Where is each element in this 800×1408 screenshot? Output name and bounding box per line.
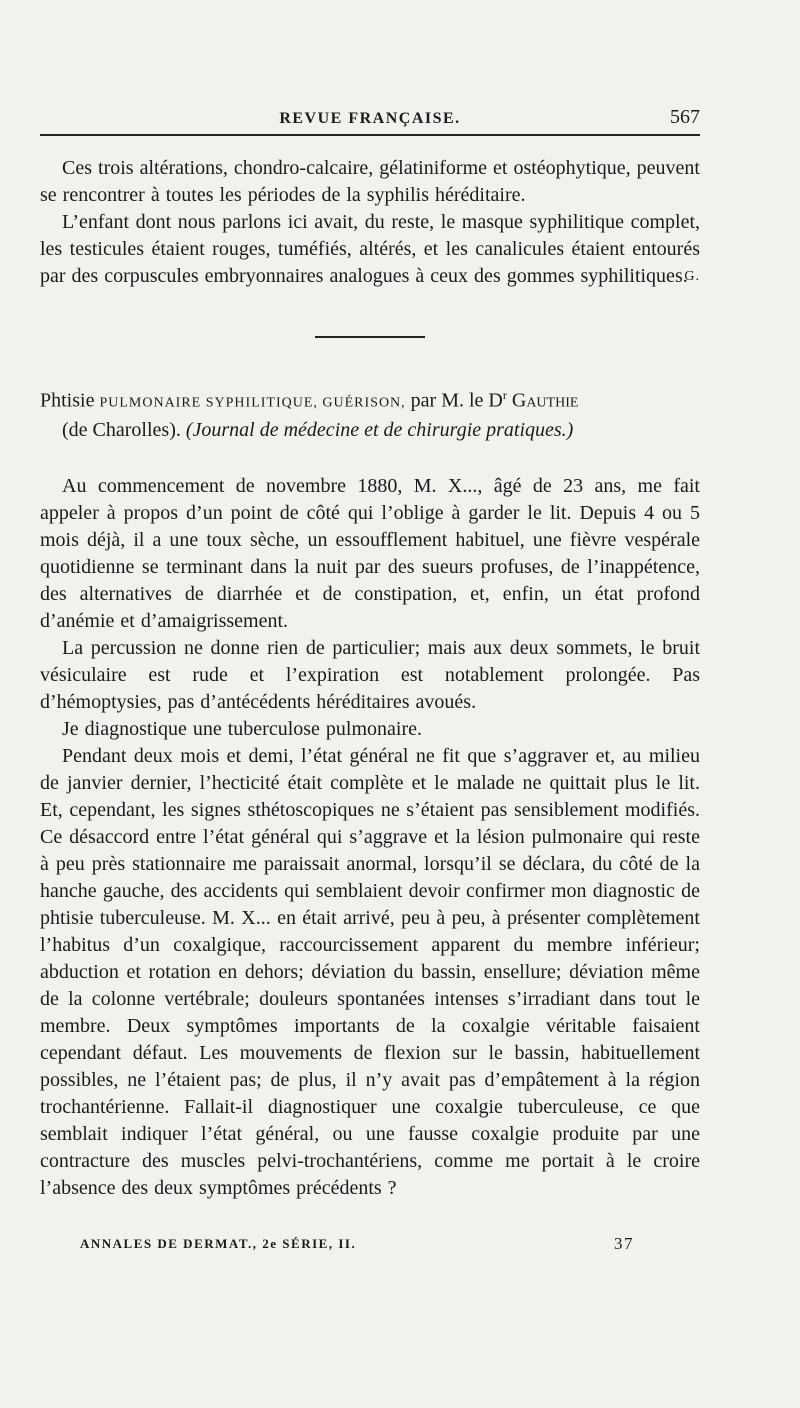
body-paragraph-1: Au commencement de novembre 1880, M. X..., âgé de 23 ans, me fait appeler à propos d’un point de côté qui l’oblige à garder le lit. Depuis 4 ou 5 mois déjà, il a une toux sèche, un essoufflement habituel, une fièvre vespérale quotidienne se terminant dans la nuit par des sueurs profuses, de l’inappétence, des alternatives de diarrhée et de constipation, et, enfin, un état profond d’anémie et d’amaigrissement. — [40, 474, 700, 632]
article-heading — [40, 382, 700, 444]
article-source-line — [40, 417, 700, 444]
body-paragraph-2: La percussion ne donne rien de particulier; mais aux deux sommets, le bruit vésiculaire est rude et l’expiration est notablement prolongée. Pas d’hémoptysies, pas d’antécédents héréditaires avoués. — [40, 636, 700, 713]
page-header — [40, 106, 700, 136]
article-title-line — [40, 382, 700, 417]
intro-paragraph-1: Ces trois altérations, chondro-calcaire, gélatiniforme et ostéophytique, peuvent se rencontrer à toutes les périodes de la syphilis héréditaire. — [40, 157, 700, 206]
article-journal: (Journal de médecine et de chirurgie pratiques.) — [185, 418, 574, 441]
article-body — [40, 473, 700, 1202]
footer-journal-reference: ANNALES DE DERMAT., 2e SÉRIE, II. — [80, 1236, 357, 1251]
article-title-cap: Phtisie — [40, 389, 95, 412]
body-paragraph-3: Je diagnostique une tuberculose pulmonaire. — [62, 717, 423, 740]
running-title: REVUE FRANÇAISE. — [279, 110, 461, 127]
section-divider — [315, 336, 425, 338]
article-origin: (de Charolles). — [62, 418, 181, 441]
page-number: 567 — [670, 106, 700, 128]
footer-signature-mark: 37 — [614, 1234, 634, 1253]
page-content — [40, 155, 700, 1202]
article-by: par M. le D — [410, 389, 503, 412]
intro-paragraph-2 — [40, 209, 700, 290]
article-dr-sup: r — [502, 388, 507, 402]
author-signature: G. — [684, 269, 700, 284]
article-author: Gauthie — [511, 389, 579, 412]
body-paragraph-4: Pendant deux mois et demi, l’état général ne fit que s’aggraver et, au milieu de janvier dernier, l’hecticité était complète et le malade ne quittait plus le lit. Et, cependant, les signes sthétoscopiques ne s’étaient pas sensiblement modifiés. Ce désaccord entre l’état général qui s’aggrave et la lésion pulmonaire qui reste à peu près stationnaire me paraissait anormal, lorsqu’il se déclara, du côté de la hanche gauche, des accidents qui semblaient devoir confirmer mon diagnostic de phtisie tuberculeuse. M. X... en était arrivé, peu à peu, à présenter complètement l’habitus d’un coxalgique, raccourcissement apparent du membre inférieur; abduction et rotation en dehors; déviation du bassin, ensellure; déviation même de la colonne vertébrale; douleurs spontanées intenses s’irradiant dans tout le membre. Deux symptômes importants de la coxalgie véritable faisaient cependant défaut. Les mouvements de flexion sur le bassin, habituellement possibles, ne l’étaient pas; de plus, il n’y avait pas d’empâtement à la région trochantérienne. Fallait-il diagnostiquer une coxalgie tuberculeuse, ce que semblait indiquer l’état général, ou une fausse coxalgie produite par une contracture des muscles pelvi-trochantériens, comme me portait à le croire l’absence des deux symptômes précédents ? — [40, 744, 700, 1199]
article-title-small: PULMONAIRE SYPHILITIQUE, GUÉRISON, — [99, 395, 406, 411]
intro-paragraph-2-text: L’enfant dont nous parlons ici avait, du reste, le masque syphilitique complet, les testicules étaient rouges, tuméfiés, altérés, et les canalicules étaient entourés par des corpuscules embryonnaires analogues à ceux des gommes syphilitiques. — [40, 211, 700, 287]
